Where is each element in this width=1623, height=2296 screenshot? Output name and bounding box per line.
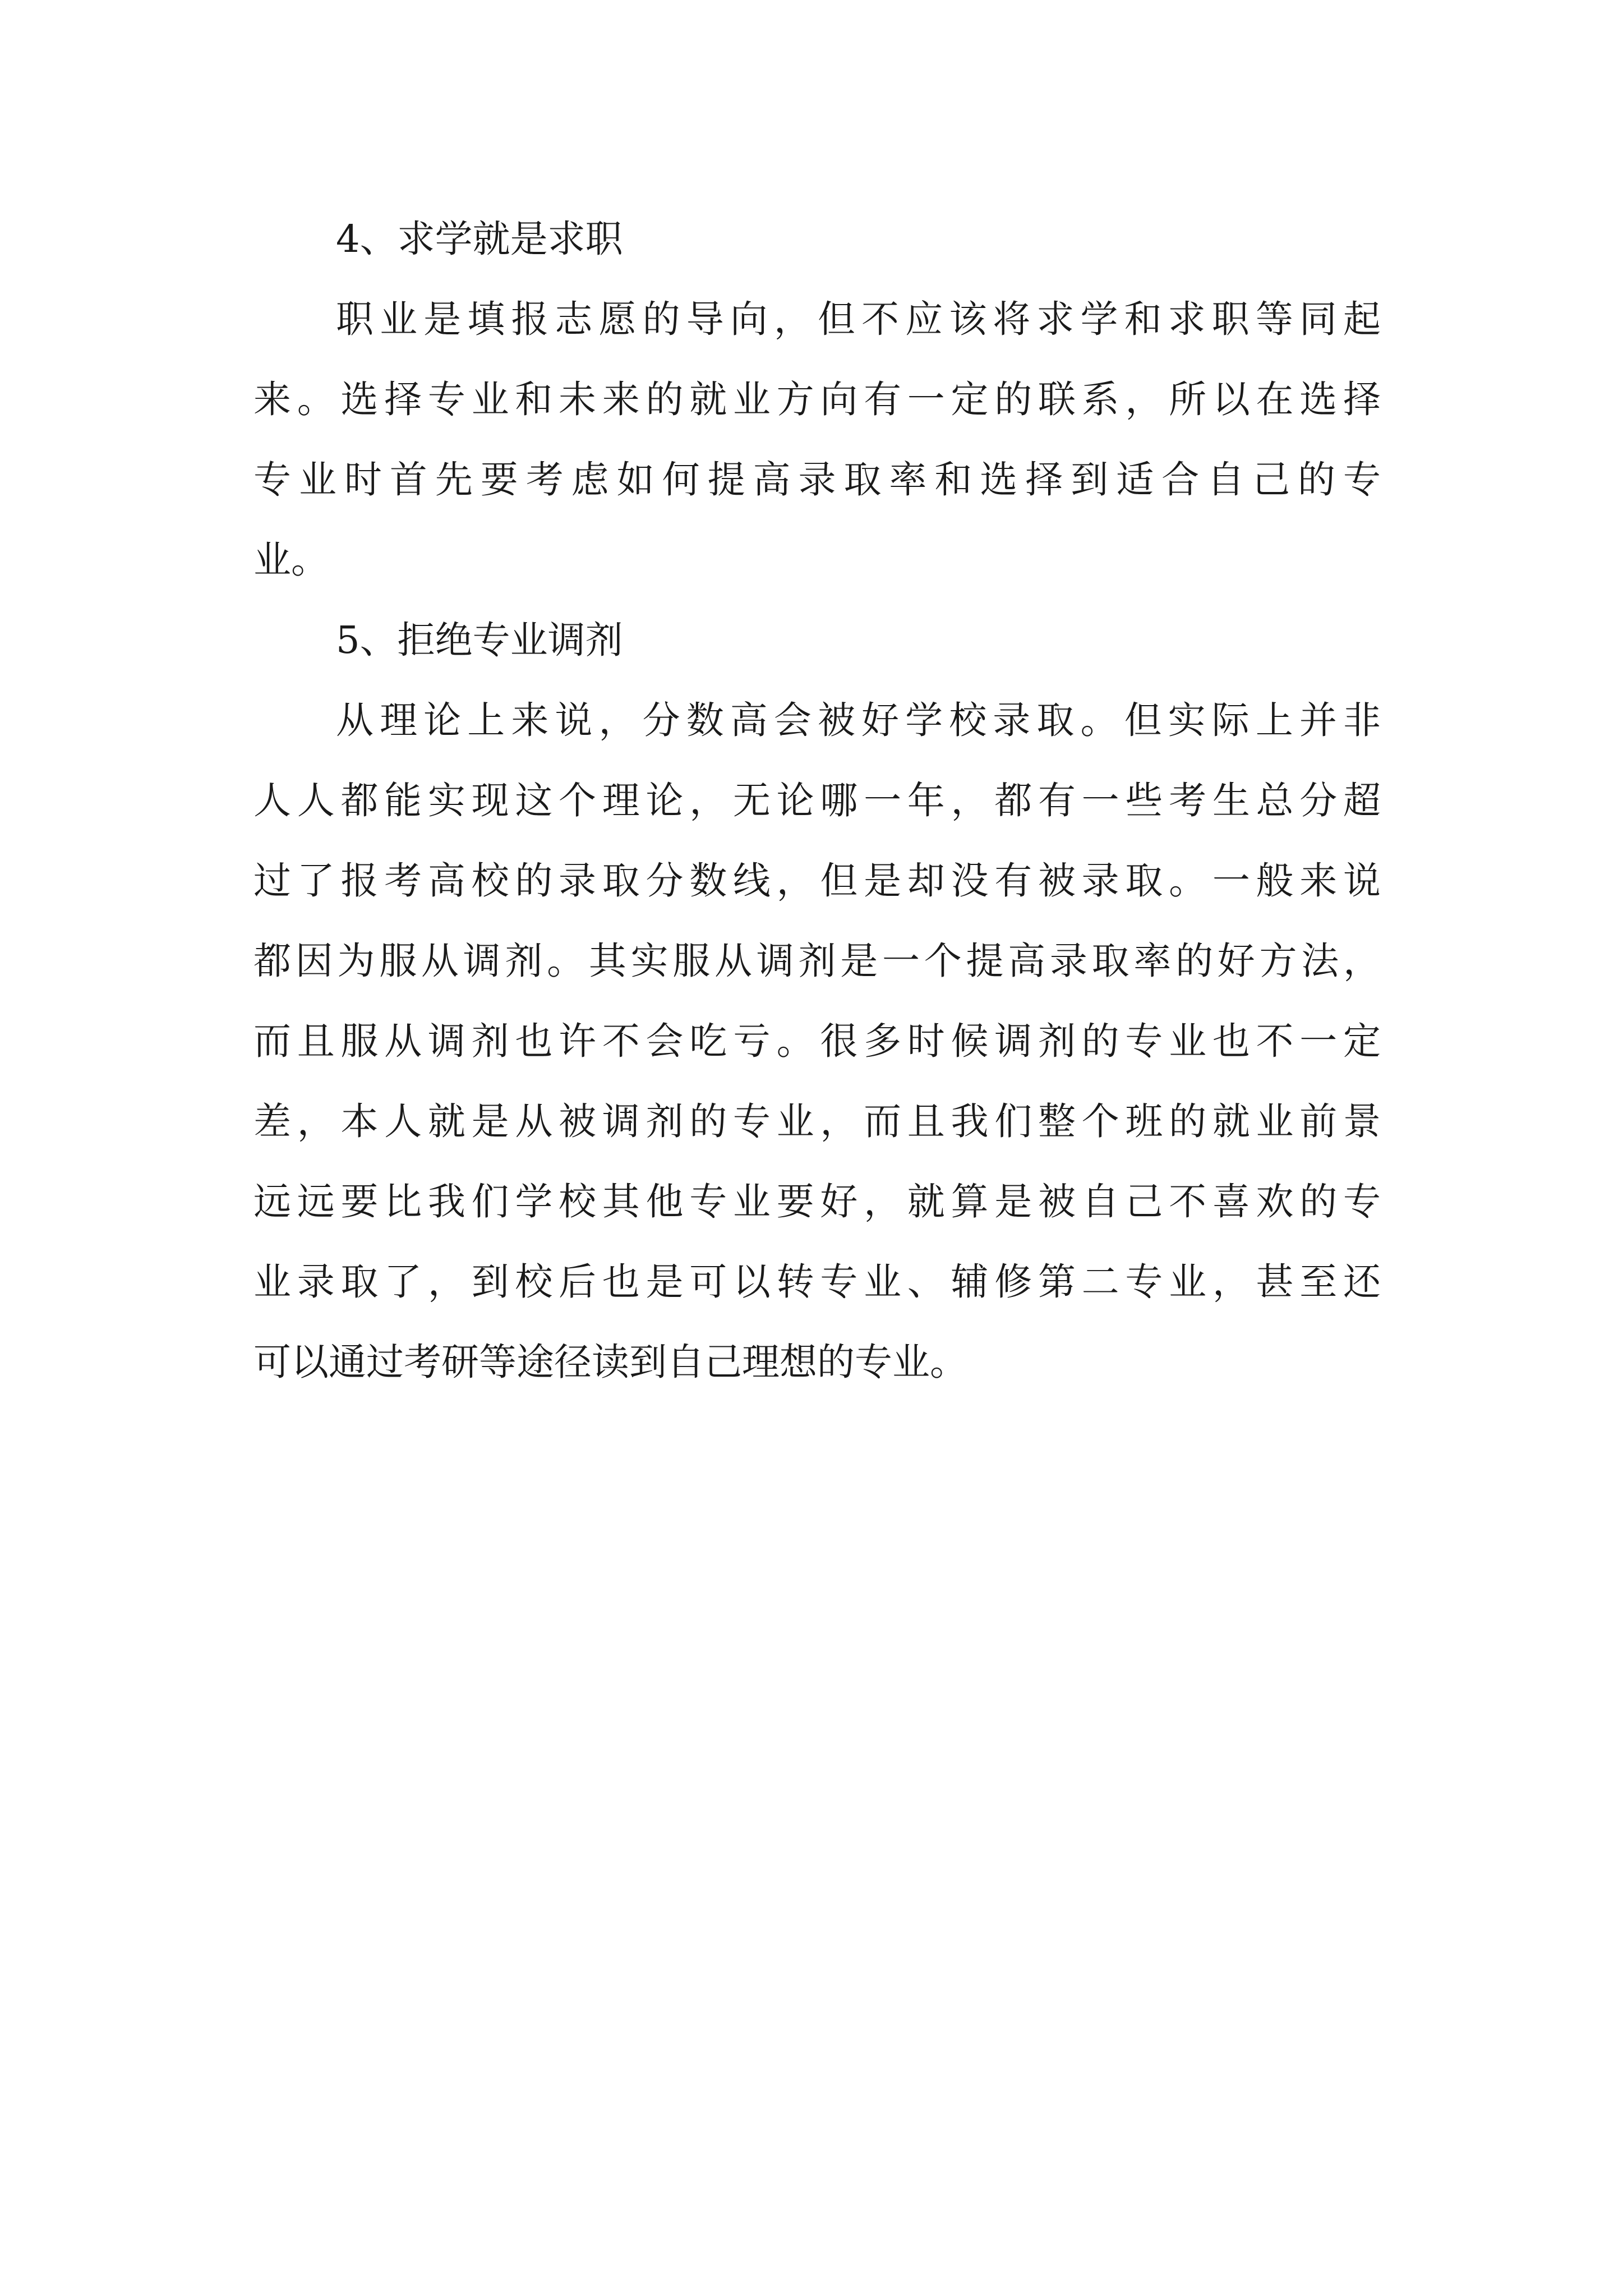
paragraph-line: 远远要比我们学校其他专业要好，就算是被自己不喜欢的专 <box>253 1180 1381 1223</box>
paragraph-line: 人人都能实现这个理论，无论哪一年，都有一些考生总分超 <box>253 779 1381 822</box>
paragraph-line: 过了报考高校的录取分数线，但是却没有被录取。一般来说 <box>253 859 1381 903</box>
paragraph-line: 来。选择专业和未来的就业方向有一定的联系，所以在选择 <box>253 378 1381 421</box>
paragraph-line: 可以通过考研等途径读到自己理想的专业。 <box>253 1340 967 1384</box>
document-body <box>253 199 1381 1402</box>
section-5-heading: 5、拒绝专业调剂 <box>336 618 623 662</box>
paragraph-line: 而且服从调剂也许不会吃亏。很多时候调剂的专业也不一定 <box>253 1019 1381 1063</box>
paragraph-line: 职业是填报志愿的导向，但不应该将求学和求职等同起 <box>336 297 1381 341</box>
section-5-paragraph <box>253 680 1381 1402</box>
section-4-paragraph <box>253 279 1381 600</box>
paragraph-line: 业录取了，到校后也是可以转专业、辅修第二专业，甚至还 <box>253 1260 1381 1304</box>
paragraph-line: 都因为服从调剂。其实服从调剂是一个提高录取率的好方法， <box>253 939 1381 983</box>
section-4-heading: 4、求学就是求职 <box>336 217 623 261</box>
paragraph-line: 业。 <box>253 538 329 582</box>
paragraph-line: 从理论上来说，分数高会被好学校录取。但实际上并非 <box>336 698 1381 742</box>
paragraph-line: 专业时首先要考虑如何提高录取率和选择到适合自己的专 <box>253 458 1381 501</box>
paragraph-line: 差，本人就是从被调剂的专业，而且我们整个班的就业前景 <box>253 1099 1381 1143</box>
